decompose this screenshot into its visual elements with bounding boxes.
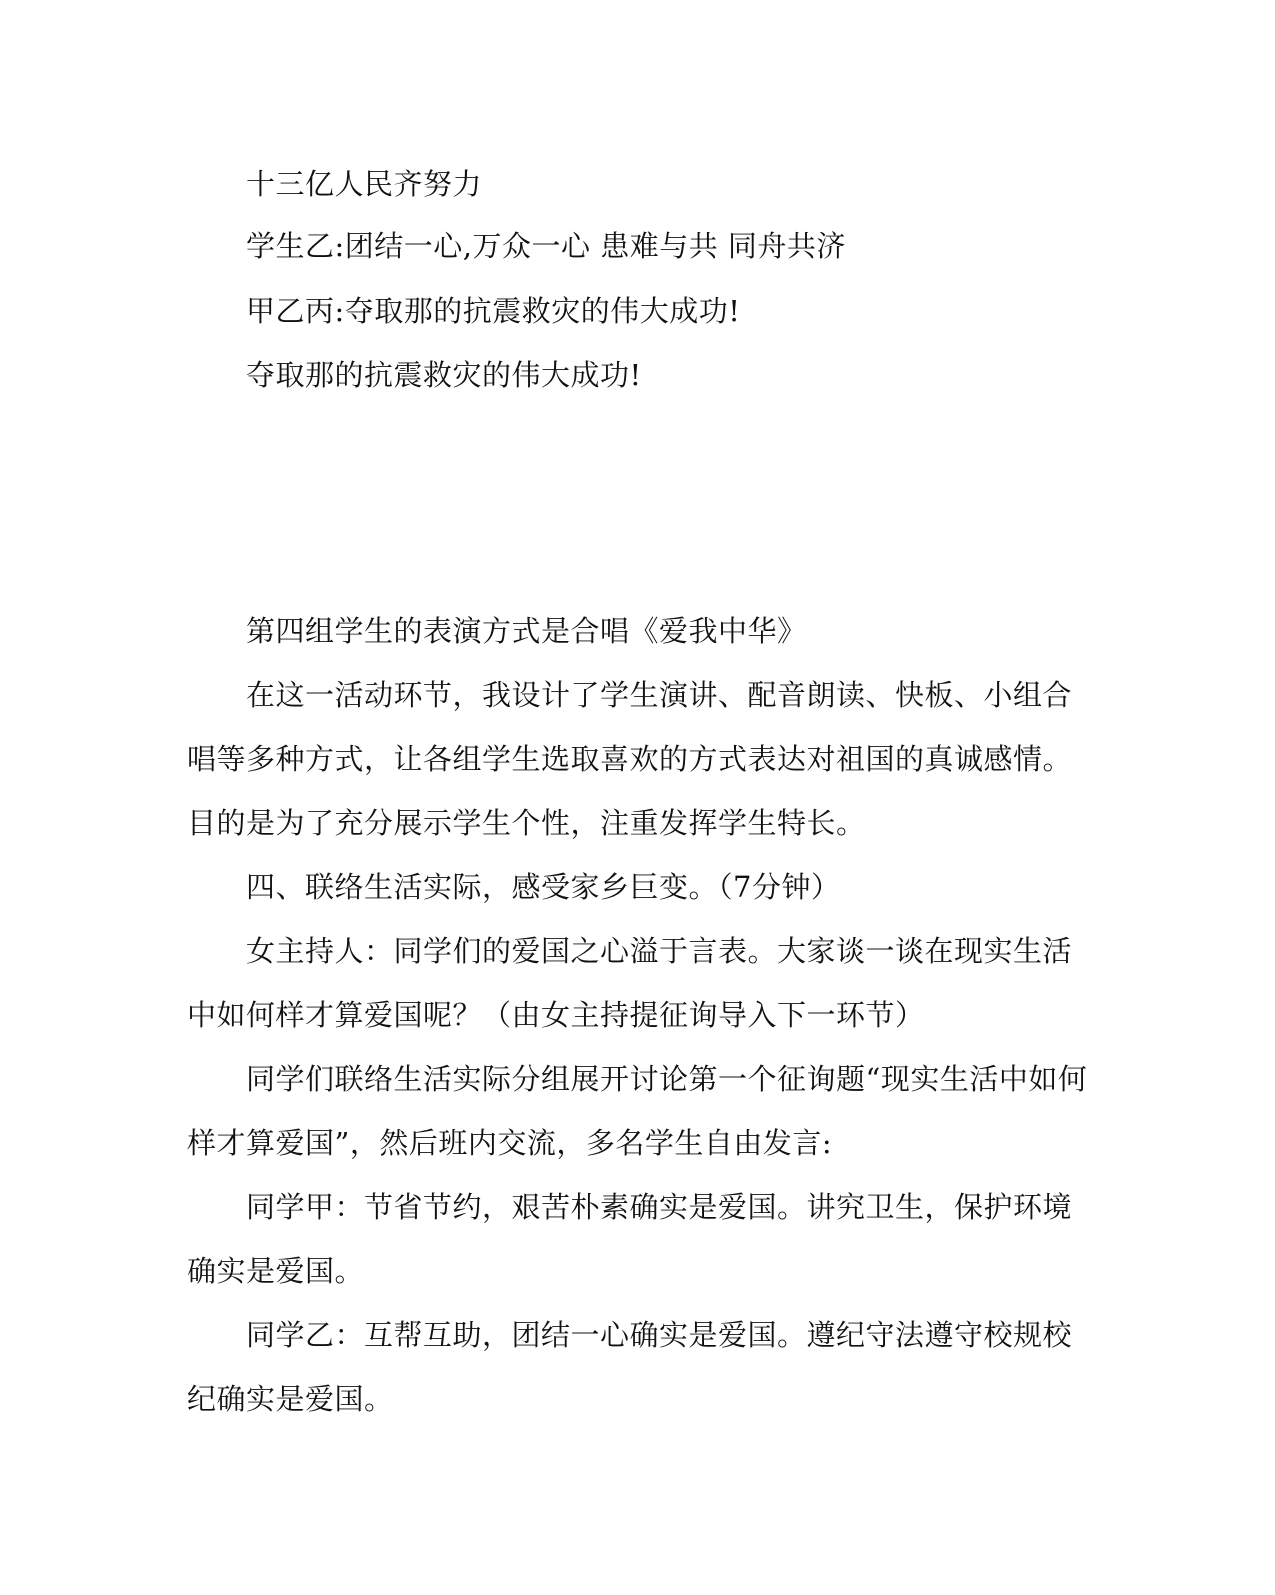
text-line: 夺取那的抗震救灾的伟大成功! [246, 358, 642, 392]
text-line: 目的是为了充分展示学生个性，注重发挥学生特长。 [187, 806, 866, 840]
text-line: 在这一活动环节，我设计了学生演讲、配音朗读、快板、小组合 [246, 678, 1073, 712]
text-line: 唱等多种方式，让各组学生选取喜欢的方式表达对祖国的真诚感情。 [187, 742, 1073, 776]
text-line: 同学甲：节省节约，艰苦朴素确实是爱国。讲究卫生，保护环境 [246, 1190, 1073, 1224]
text-line: 同学乙：互帮互助，团结一心确实是爱国。遵纪守法遵守校规校 [246, 1318, 1073, 1352]
text-line: 纪确实是爱国。 [187, 1382, 394, 1416]
text-line: 女主持人：同学们的爱国之心溢于言表。大家谈一谈在现实生活 [246, 934, 1073, 968]
text-line: 甲乙丙:夺取那的抗震救灾的伟大成功! [246, 294, 741, 328]
text-line: 同学们联络生活实际分组展开讨论第一个征询题“现实生活中如何 [246, 1062, 1088, 1096]
text-line: 第四组学生的表演方式是合唱《爱我中华》 [246, 614, 807, 648]
text-line: 学生乙:团结一心,万众一心 患难与共 同舟共济 [246, 229, 846, 263]
text-line: 中如何样才算爱国呢？（由女主持提征询导入下一环节） [187, 998, 925, 1032]
text-line: 四、联络生活实际，感受家乡巨变。（7分钟） [246, 870, 841, 904]
text-line: 确实是爱国。 [187, 1254, 365, 1288]
text-line: 十三亿人民齐努力 [246, 167, 483, 201]
text-line: 样才算爱国”，然后班内交流，多名学生自由发言: [187, 1126, 833, 1160]
